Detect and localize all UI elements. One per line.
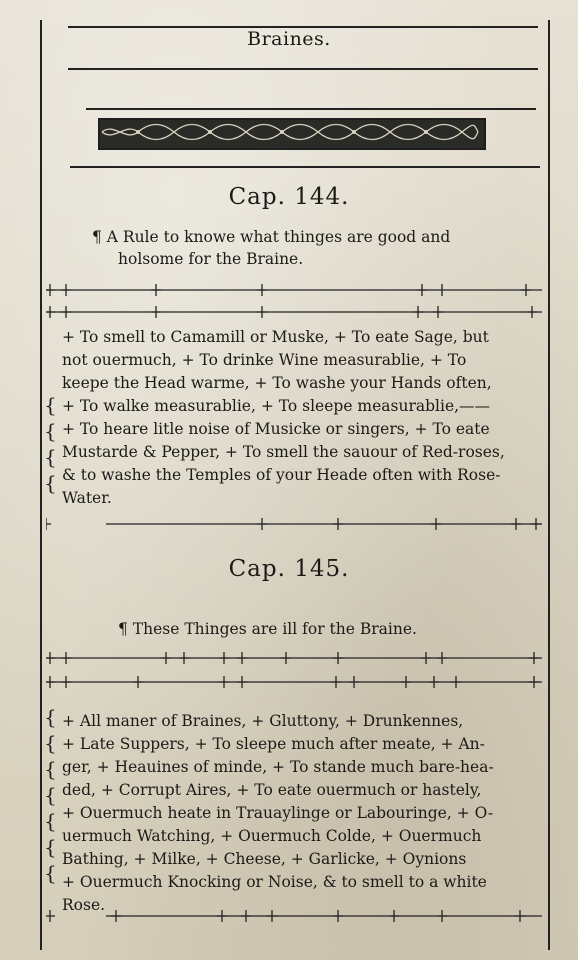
decorative-border-ornament bbox=[98, 118, 486, 150]
chapter-144-text bbox=[62, 326, 544, 510]
header-bottom-rule bbox=[68, 68, 538, 70]
text-line: & to washe the Temples of your Heade often with Rose- bbox=[62, 466, 501, 484]
ornament-pattern-icon bbox=[100, 120, 480, 144]
ornament-bottom-rule bbox=[70, 166, 540, 168]
running-header: Braines. bbox=[247, 28, 331, 50]
brace-ornament: { { { { bbox=[44, 393, 57, 495]
text-line: uermuch Watching, + Ouermuch Colde, + Ouermuch bbox=[62, 827, 482, 845]
text-line: ded, + Corrupt Aires, + To eate ouermuch or hastely, bbox=[62, 781, 482, 799]
cross-rule-row bbox=[46, 910, 542, 922]
text-line: + All maner of Braines, + Gluttony, + Drunkennes, bbox=[62, 712, 464, 730]
cross-rule-row bbox=[46, 518, 542, 530]
text-line: Mustarde & Pepper, + To smell the sauour of Red-roses, bbox=[62, 443, 505, 461]
text-line: ger, + Heauines of minde, + To stande much bare-hea- bbox=[62, 758, 494, 776]
chapter-145-rubric bbox=[118, 618, 417, 640]
cross-rule-row bbox=[46, 284, 542, 296]
text-line: + To smell to Camamill or Muske, + To eate Sage, but bbox=[62, 328, 489, 346]
rubric-line: holsome for the Braine. bbox=[118, 250, 304, 268]
rubric-line: ¶ A Rule to knowe what thinges are good and bbox=[92, 228, 451, 246]
chapter-144-heading: Cap. 144. bbox=[228, 184, 350, 210]
rubric-line: ¶ These Thinges are ill for the Braine. bbox=[118, 620, 417, 638]
text-line: Bathing, + Milke, + Cheese, + Garlicke, + Oynions bbox=[62, 850, 467, 868]
text-line: Water. bbox=[62, 489, 112, 507]
text-line: + Ouermuch Knocking or Noise, & to smell to a white bbox=[62, 873, 487, 891]
cross-rule-row bbox=[46, 676, 542, 688]
text-line: keepe the Head warme, + To washe your Hands often, bbox=[62, 374, 492, 392]
chapter-145-heading: Cap. 145. bbox=[228, 556, 350, 582]
cross-rule-row bbox=[46, 306, 542, 318]
text-line: + To heare litle noise of Musicke or singers, + To eate bbox=[62, 420, 490, 438]
cross-rule-row bbox=[46, 652, 542, 664]
text-line: + To walke measurablie, + To sleepe measurablie,—— bbox=[62, 397, 491, 415]
text-line: Rose. bbox=[62, 896, 106, 914]
chapter-145-text bbox=[62, 710, 544, 917]
ornament-top-rule bbox=[86, 108, 536, 110]
brace-ornament: { { { { { { { bbox=[44, 705, 57, 885]
text-line: not ouermuch, + To drinke Wine measurablie, + To bbox=[62, 351, 467, 369]
chapter-144-rubric bbox=[92, 226, 450, 270]
text-line: + Ouermuch heate in Trauaylinge or Labouringe, + O- bbox=[62, 804, 494, 822]
text-line: + Late Suppers, + To sleepe much after meate, + An- bbox=[62, 735, 485, 753]
